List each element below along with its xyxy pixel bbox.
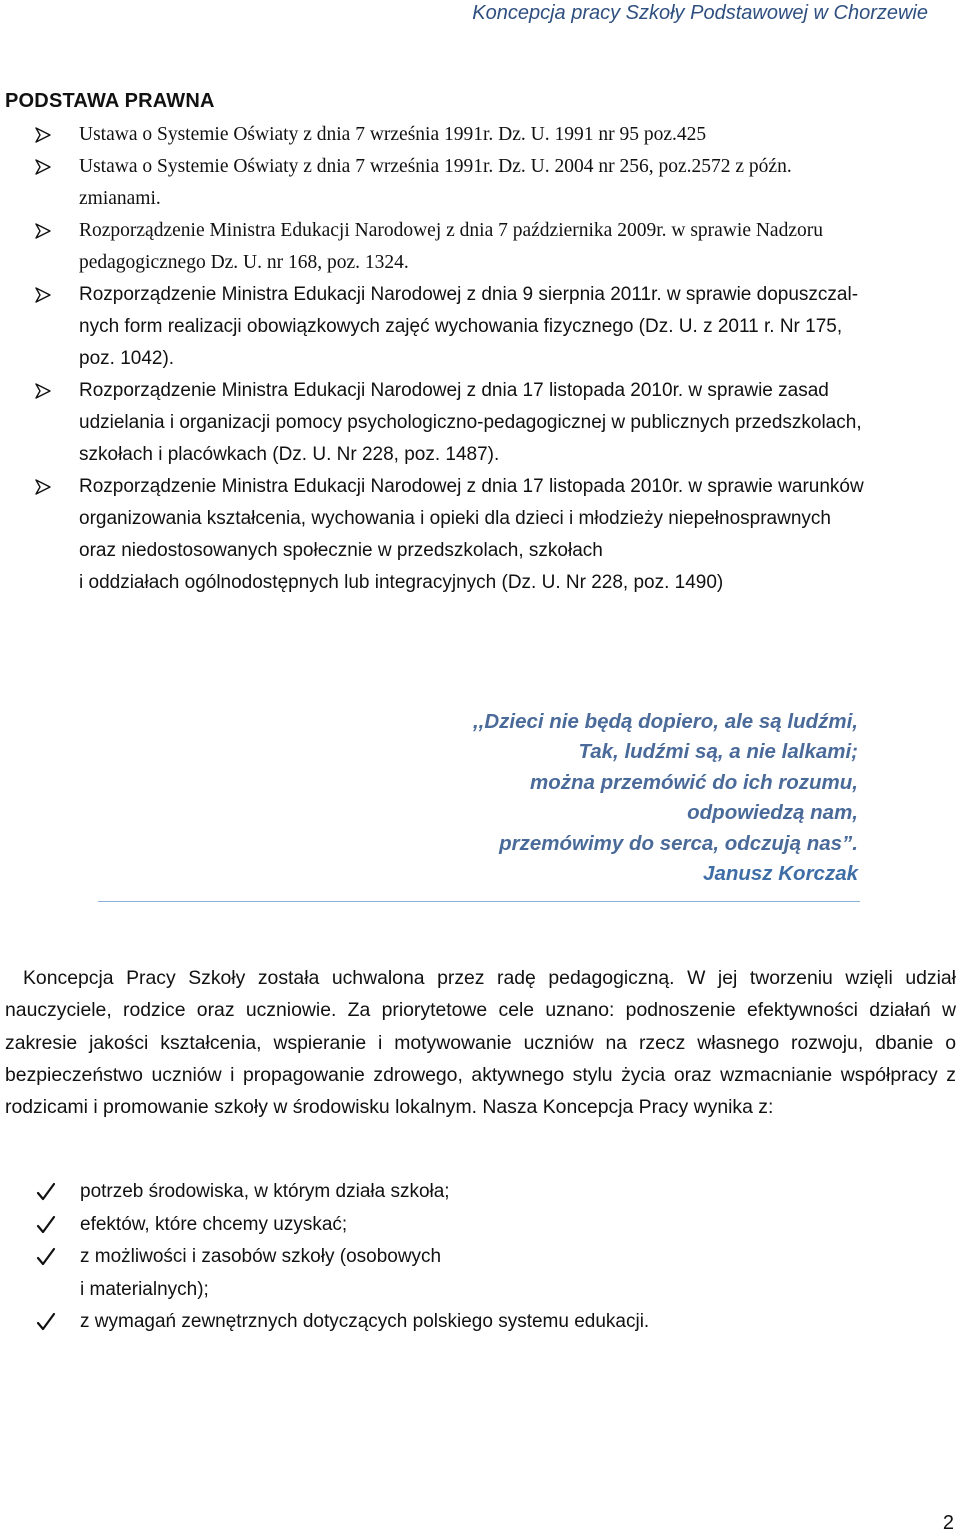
- checkmark-icon: [36, 1182, 56, 1202]
- legal-basis-line: poz. 1042).: [79, 348, 175, 369]
- quote-line: przemówimy do serca, odczują nas”.: [499, 831, 858, 855]
- quote-line: odpowiedzą nam,: [687, 801, 858, 825]
- arrowhead-bullet-icon: [34, 215, 52, 247]
- legal-basis-line: Ustawa o Systemie Oświaty z dnia 7 września 1991r. Dz. U. 2004 nr 256, poz.2572 z późn.: [79, 156, 792, 177]
- legal-basis-line: pedagogicznego Dz. U. nr 168, poz. 1324.: [79, 252, 409, 273]
- arrowhead-bullet-icon: [34, 151, 52, 183]
- concept-source-line: z wymagań zewnętrznych dotyczących polskiego systemu edukacji.: [80, 1311, 650, 1332]
- checkmark-icon: [36, 1312, 56, 1332]
- korczak-quote: [473, 707, 858, 889]
- legal-basis-item: [0, 215, 960, 279]
- legal-basis-list: [0, 119, 960, 599]
- legal-basis-item: [0, 119, 960, 151]
- quote-line: Tak, ludźmi są, a nie lalkami;: [578, 740, 858, 764]
- legal-basis-line: Rozporządzenie Ministra Edukacji Narodowej z dnia 9 sierpnia 2011r. w sprawie dopuszczal-: [79, 284, 859, 305]
- quote-line: można przemówić do ich rozumu,: [529, 770, 858, 794]
- concept-source-line: efektów, które chcemy uzyskać;: [80, 1213, 348, 1235]
- legal-basis-line: Rozporządzenie Ministra Edukacji Narodowej z dnia 17 listopada 2010r. w sprawie zasad: [79, 380, 829, 401]
- legal-basis-line: Rozporządzenie Ministra Edukacji Narodowej z dnia 17 listopada 2010r. w sprawie warunków: [79, 476, 864, 497]
- quote-divider: [98, 901, 860, 902]
- legal-basis-line: udzielania i organizacji pomocy psychologiczno-pedagogicznej w publicznych przedszkolach,: [79, 412, 862, 433]
- legal-basis-line: organizowania kształcenia, wychowania i opieki dla dzieci i młodzieży niepełnosprawnych: [79, 508, 831, 529]
- legal-basis-item: [0, 375, 960, 471]
- arrowhead-bullet-icon: [34, 279, 52, 311]
- concept-source-line: i materialnych);: [80, 1278, 209, 1300]
- legal-basis-line: i oddziałach ogólnodostępnych lub integracyjnych (Dz. U. Nr 228, poz. 1490): [79, 572, 724, 593]
- concept-source-line: potrzeb środowiska, w którym działa szkoła;: [80, 1181, 450, 1202]
- quote-author: Janusz Korczak: [703, 862, 858, 886]
- quote-line: ,,Dzieci nie będą dopiero, ale są ludźmi,: [472, 710, 858, 733]
- concept-source-item: [0, 1241, 960, 1306]
- page-number: 2: [942, 1512, 954, 1534]
- legal-basis-line: nych form realizacji obowiązkowych zajęć wychowania fizycznego (Dz. U. z 2011 r. Nr 175,: [79, 316, 843, 337]
- legal-basis-item: [0, 471, 960, 599]
- section-title: PODSTAWA PRAWNA: [5, 90, 215, 112]
- arrowhead-bullet-icon: [34, 119, 52, 151]
- arrowhead-bullet-icon: [34, 375, 52, 407]
- legal-basis-line: Rozporządzenie Ministra Edukacji Narodowej z dnia 7 października 2009r. w sprawie Nadzoru: [79, 220, 823, 241]
- concept-source-line: z możliwości i zasobów szkoły (osobowych: [80, 1246, 442, 1267]
- concept-source-item: [0, 1176, 960, 1209]
- concept-sources-list: [0, 1176, 960, 1339]
- legal-basis-line: oraz niedostosowanych społecznie w przedszkolach, szkołach: [79, 540, 603, 561]
- legal-basis-item: [0, 279, 960, 375]
- concept-source-item: [0, 1306, 960, 1339]
- arrowhead-bullet-icon: [34, 471, 52, 503]
- intro-paragraph: Koncepcja Pracy Szkoły została uchwalona przez radę pedagogiczną. W jej tworzeniu wzięli udział nauczyciele, rodzice oraz uczniowie. Za priorytetowe cele uznano: podnoszenie efektywności działań w zakresie jakości kształcenia, wspieranie i motywowanie uczniów na rzecz własnego rozwoju, dbanie o bezpieczeństwo uczniów i propagowanie zdrowego, aktywnego stylu życia oraz wzmacnianie współpracy z rodzicami i promowanie szkoły w środowisku lokalnym. Nasza Koncepcja Pracy wynika z:: [5, 967, 956, 1119]
- running-header: Koncepcja pracy Szkoły Podstawowej w Chorzewie: [472, 2, 928, 24]
- checkmark-icon: [36, 1247, 56, 1267]
- checkmark-icon: [36, 1215, 56, 1235]
- legal-basis-line: zmianami.: [79, 188, 161, 209]
- legal-basis-line: szkołach i placówkach (Dz. U. Nr 228, poz. 1487).: [79, 444, 500, 465]
- legal-basis-line: Ustawa o Systemie Oświaty z dnia 7 września 1991r. Dz. U. 1991 nr 95 poz.425: [79, 124, 707, 145]
- legal-basis-item: [0, 151, 960, 215]
- concept-source-item: [0, 1209, 960, 1242]
